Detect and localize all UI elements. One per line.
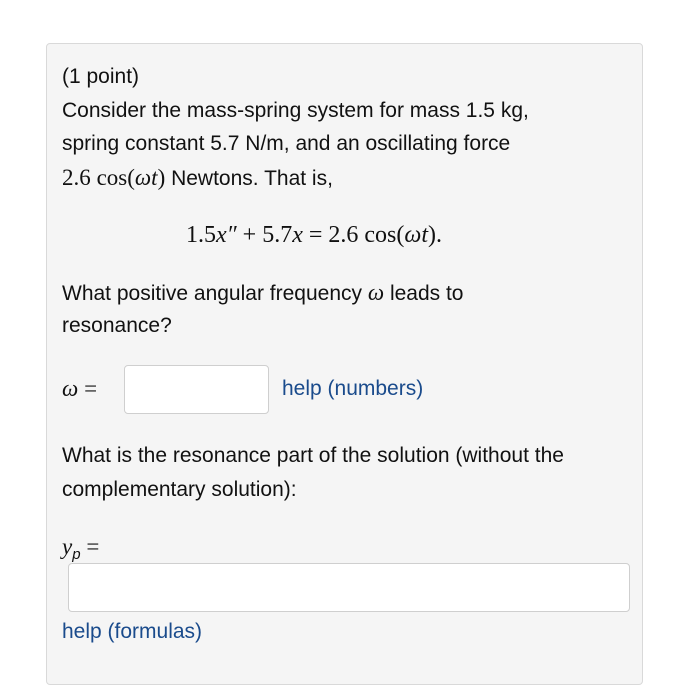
problem-intro-line-1: Consider the mass-spring system for mass 1.5 kg, <box>62 99 529 122</box>
yp-label-subscript: p <box>72 546 81 563</box>
omega-label-equals: = <box>84 376 98 401</box>
eq-x: x <box>292 222 303 248</box>
yp-label-equals: = <box>86 534 100 559</box>
question1-text-after: leads to <box>389 282 464 305</box>
help-numbers-link[interactable]: help (numbers) <box>282 377 424 400</box>
problem-intro-line-3 <box>62 161 333 196</box>
force-close-paren: ) <box>157 165 166 190</box>
omega-answer-label <box>62 372 97 407</box>
force-coefficient: 2.6 <box>62 165 91 190</box>
yp-answer-label <box>62 530 99 567</box>
question1-text-line-2: resonance? <box>62 314 172 337</box>
force-variable: ωt <box>134 165 158 190</box>
omega-label-symbol: ω <box>62 376 79 401</box>
help-formulas-link[interactable]: help (formulas) <box>62 620 203 643</box>
question2-text-line-2: complementary solution): <box>62 478 297 501</box>
force-function: cos( <box>96 165 135 190</box>
question2-text-line-1: What is the resonance part of the solution (without the <box>62 444 564 467</box>
eq-x-double-prime: x″ <box>216 222 237 248</box>
eq-mass: 1.5 <box>186 222 216 248</box>
question1-omega-symbol: ω <box>367 280 385 305</box>
question1-text-before: What positive angular frequency <box>62 282 362 305</box>
question1-text-line-1 <box>62 276 464 311</box>
yp-answer-input[interactable] <box>68 563 630 612</box>
points-label: (1 point) <box>62 65 140 88</box>
yp-label-symbol: y <box>62 534 73 559</box>
force-suffix: Newtons. That is, <box>171 167 333 190</box>
omega-answer-input[interactable] <box>124 365 269 414</box>
eq-close: ). <box>428 222 443 248</box>
eq-spring-term: + 5.7 <box>236 222 293 248</box>
differential-equation <box>186 218 442 252</box>
eq-force-term: = 2.6 cos( <box>302 222 405 248</box>
eq-omega-t: ωt <box>404 222 429 248</box>
problem-intro-line-2: spring constant 5.7 N/m, and an oscillating force <box>62 132 511 155</box>
